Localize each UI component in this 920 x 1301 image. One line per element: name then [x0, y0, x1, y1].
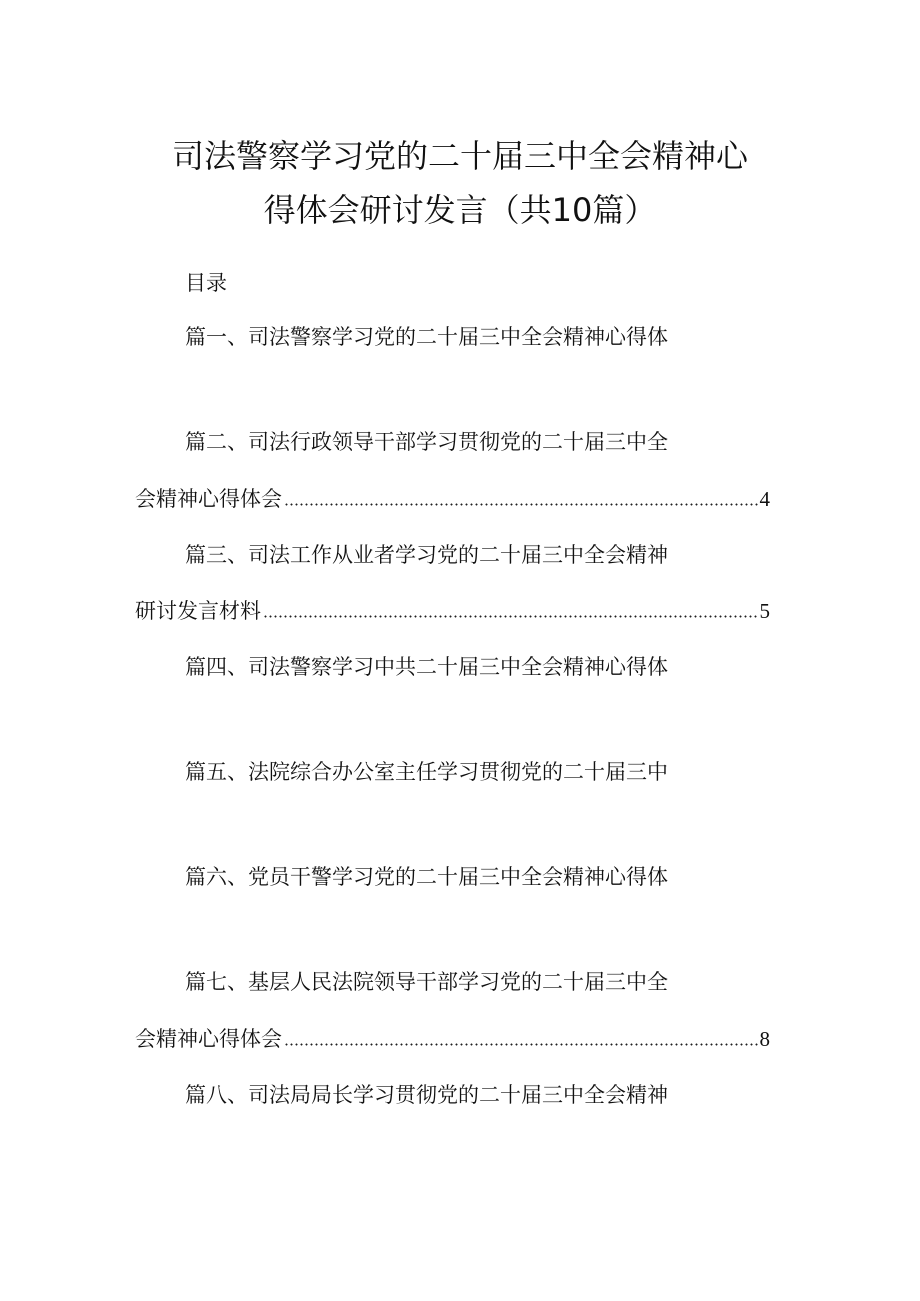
toc-entry-8[interactable]: 篇八、司法局局长学习贯彻党的二十届三中全会精神	[185, 1083, 668, 1107]
toc-dot-leader	[284, 501, 758, 507]
document-title-line-1: 司法警察学习党的二十届三中全会精神心	[171, 137, 748, 175]
toc-entry-1[interactable]: 篇一、司法警察学习党的二十届三中全会精神心得体	[185, 325, 668, 349]
toc-entry-5[interactable]: 篇五、法院综合办公室主任学习贯彻党的二十届三中	[185, 760, 668, 784]
toc-dot-leader	[263, 613, 758, 619]
toc-entry-6[interactable]: 篇六、党员干警学习党的二十届三中全会精神心得体	[185, 865, 668, 889]
toc-entry-4[interactable]: 篇四、司法警察学习中共二十届三中全会精神心得体	[185, 655, 668, 679]
toc-entry-3-continuation[interactable]	[135, 596, 770, 626]
toc-entry-2-line-2: 会精神心得体会	[135, 487, 282, 511]
toc-heading: 目录	[185, 271, 227, 295]
toc-entry-7-continuation[interactable]	[135, 1024, 770, 1054]
toc-dot-leader	[284, 1041, 758, 1047]
document-title-line-2: 得体会研讨发言（共10篇）	[263, 191, 657, 229]
toc-entry-7[interactable]: 篇七、基层人民法院领导干部学习党的二十届三中全	[185, 970, 668, 994]
toc-entry-7-line-2: 会精神心得体会	[135, 1027, 282, 1051]
toc-entry-2-page-number: 4	[759, 487, 770, 511]
toc-entry-3[interactable]: 篇三、司法工作从业者学习党的二十届三中全会精神	[185, 543, 668, 567]
toc-entry-3-line-2: 研讨发言材料	[135, 599, 261, 623]
toc-entry-3-page-number: 5	[759, 599, 770, 623]
toc-entry-2-continuation[interactable]	[135, 484, 770, 514]
toc-entry-7-page-number: 8	[759, 1027, 770, 1051]
toc-entry-2[interactable]: 篇二、司法行政领导干部学习贯彻党的二十届三中全	[185, 430, 668, 454]
